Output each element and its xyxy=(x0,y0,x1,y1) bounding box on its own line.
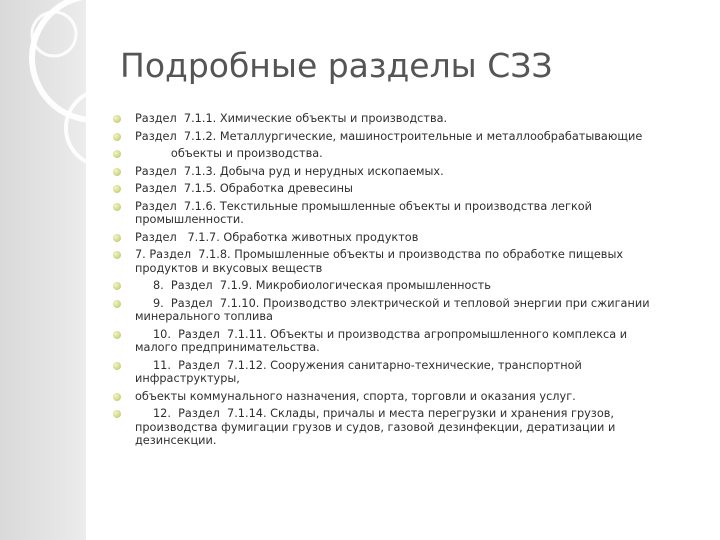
list-item xyxy=(113,231,658,245)
list-item-text: 9. Раздел 7.1.10. Производство электрической и тепловой энергии при сжигании минерального топлива xyxy=(135,296,654,323)
bullet-icon xyxy=(113,203,121,211)
bullet-icon xyxy=(113,168,121,176)
list-item xyxy=(113,359,658,386)
list-item xyxy=(113,407,658,448)
bullet-icon xyxy=(113,282,121,290)
bullet-icon xyxy=(113,300,121,308)
list-item xyxy=(113,112,658,126)
bullet-icon xyxy=(113,234,121,242)
list-item-text: 12. Раздел 7.1.14. Склады, причалы и места перегрузки и хранения грузов, производства фумигации грузов и судов, газовой дезинфекции, дератизации и дезинсекции. xyxy=(135,407,619,447)
list-item xyxy=(113,182,658,196)
list-item-text: 11. Раздел 7.1.12. Сооружения санитарно-технические, транспортной инфраструктуры, xyxy=(135,358,586,385)
list-item-text: Раздел 7.1.3. Добыча руд и нерудных ископаемых. xyxy=(135,164,444,178)
list-item xyxy=(113,390,658,404)
sections-list xyxy=(113,112,658,452)
list-item-text: 7. Раздел 7.1.8. Промышленные объекты и производства по обработке пищевых продуктов и вкусовых веществ xyxy=(135,248,627,275)
list-item xyxy=(113,165,658,179)
list-item-text: Раздел 7.1.5. Обработка древесины xyxy=(135,182,353,195)
list-item-text: объекты и производства. xyxy=(135,147,323,160)
list-item-text: 8. Раздел 7.1.9. Микробиологическая промышленность xyxy=(135,279,491,292)
list-item xyxy=(113,147,658,161)
bullet-icon xyxy=(113,362,121,370)
bullet-icon xyxy=(113,185,121,193)
bullet-icon xyxy=(113,331,121,339)
list-item xyxy=(113,328,658,355)
list-item-text: Раздел 7.1.7. Обработка животных продуктов xyxy=(135,230,419,244)
list-item-text: Раздел 7.1.1. Химические объекты и производства. xyxy=(135,112,448,125)
list-item xyxy=(113,297,658,324)
bullet-icon xyxy=(113,393,121,401)
bullet-icon xyxy=(113,115,121,123)
list-item-text: объекты коммунального назначения, спорта, торговли и оказания услуг. xyxy=(135,389,576,403)
list-item-text: Раздел 7.1.2. Металлургические, машиностроительные и металлообрабатывающие xyxy=(135,129,643,143)
slide-title: Подробные разделы СЗЗ xyxy=(120,46,553,85)
list-item-text: 10. Раздел 7.1.11. Объекты и производства агропромышленного комплекса и малого предпринимательства. xyxy=(135,327,631,354)
bullet-icon xyxy=(113,410,121,418)
list-item xyxy=(113,279,658,293)
list-item xyxy=(113,200,658,227)
bullet-icon xyxy=(113,251,121,259)
list-item xyxy=(113,248,658,275)
bullet-icon xyxy=(113,150,121,158)
bullet-icon xyxy=(113,133,121,141)
list-item-text: Раздел 7.1.6. Текстильные промышленные объекты и производства легкой промышленности. xyxy=(135,199,596,226)
list-item xyxy=(113,130,658,144)
